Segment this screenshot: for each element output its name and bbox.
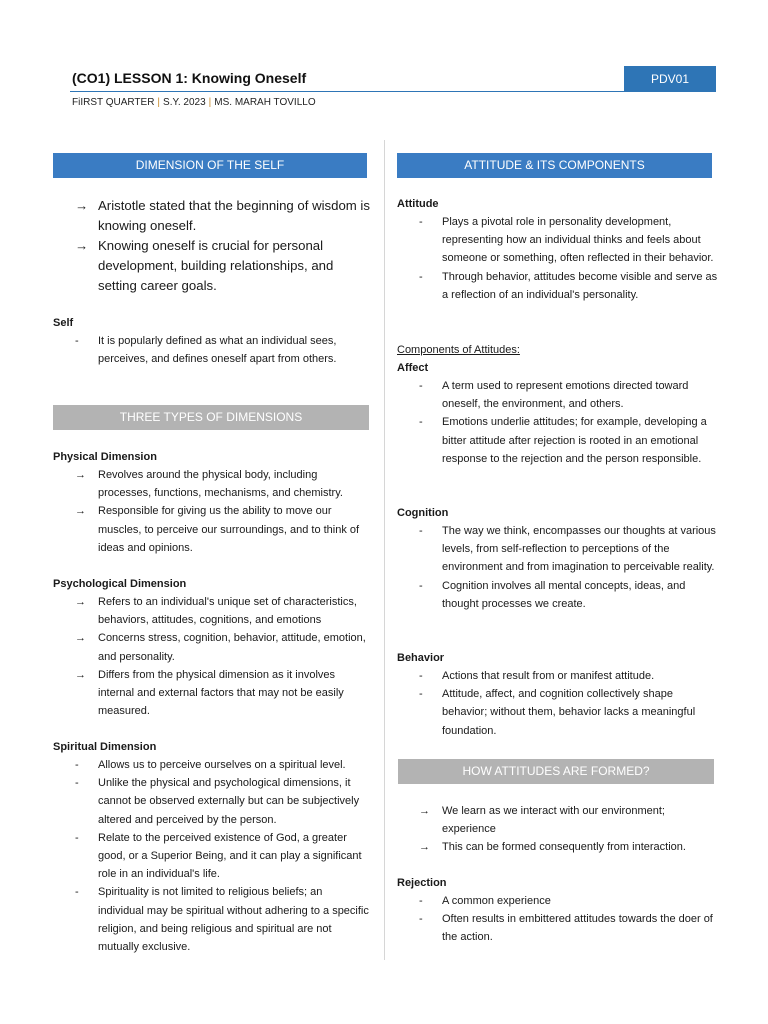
list-item: - A common experience <box>397 892 719 910</box>
separator: | <box>157 97 161 108</box>
list-item: - Through behavior, attitudes become visible and serve as a reflection of an individual's personality. <box>397 268 719 304</box>
dash-icon: - <box>75 886 79 899</box>
dash-icon: - <box>419 579 423 592</box>
cognition-section <box>397 504 719 613</box>
page-header <box>70 66 716 92</box>
arrow-icon: → <box>419 805 430 817</box>
spiritual-list <box>53 756 371 956</box>
physical-section <box>53 448 371 557</box>
arrow-icon: → <box>419 841 430 854</box>
intro-list <box>53 196 371 296</box>
list-item: - Often results in embittered attitudes towards the doer of the action. <box>397 910 719 946</box>
self-list <box>53 332 371 368</box>
list-item: → Concerns stress, cognition, behavior, attitude, emotion, and personality. <box>53 629 371 665</box>
column-divider <box>384 140 385 960</box>
section-heading: Attitude <box>397 198 439 210</box>
list-item: → Responsible for giving us the ability to move our muscles, to perceive our surroundings, and to think of ideas and opinions. <box>53 502 371 557</box>
section-heading: Psychological Dimension <box>53 578 187 590</box>
dash-icon: - <box>419 525 423 537</box>
dash-icon: - <box>419 216 423 228</box>
dash-icon: - <box>419 270 423 283</box>
affect-list <box>397 377 719 468</box>
arrow-icon: → <box>75 632 86 645</box>
section-heading: Spiritual Dimension <box>53 741 157 753</box>
formed-list <box>397 802 719 857</box>
spiritual-section <box>53 738 371 956</box>
banner-three-types: THREE TYPES OF DIMENSIONS <box>53 405 369 430</box>
section-heading: Self <box>53 317 74 329</box>
course-code-badge: PDV01 <box>624 66 716 92</box>
cognition-list <box>397 522 719 613</box>
rejection-list <box>397 892 719 947</box>
self-section <box>53 314 371 368</box>
list-item: - A term used to represent emotions directed toward oneself, the environment, and others. <box>397 377 719 413</box>
affect-section <box>397 341 719 468</box>
psychological-section <box>53 575 371 720</box>
banner-attitude-components: ATTITUDE & ITS COMPONENTS <box>397 153 712 178</box>
list-item: - It is popularly defined as what an individual sees, perceives, and defines oneself apart from others. <box>53 332 371 368</box>
components-label: Components of Attitudes: <box>397 344 520 356</box>
dash-icon: - <box>419 670 423 682</box>
dash-icon: - <box>419 380 423 392</box>
section-heading: Rejection <box>397 877 447 889</box>
dash-icon: - <box>419 416 423 429</box>
arrow-icon: → <box>75 469 86 481</box>
list-item: → Revolves around the physical body, including processes, functions, mechanisms, and chemistry. <box>53 466 371 502</box>
banner-how-attitudes-formed: HOW ATTITUDES ARE FORMED? <box>398 759 714 784</box>
dash-icon: - <box>75 759 79 771</box>
arrow-icon: → <box>75 596 86 608</box>
dash-icon: - <box>419 913 423 926</box>
list-item: - Allows us to perceive ourselves on a spiritual level. <box>53 756 371 774</box>
list-item: → Knowing oneself is crucial for personal development, building relationships, and setting career goals. <box>75 238 334 293</box>
section-heading: Behavior <box>397 652 445 664</box>
list-item: - Spirituality is not limited to religious beliefs; an individual may be spiritual without adhering to a specific religion, and being religious and spiritual are not mutually exclusive. <box>53 883 371 956</box>
arrow-icon: → <box>75 505 86 518</box>
list-item: - Cognition involves all mental concepts, ideas, and thought processes we create. <box>397 577 719 613</box>
arrow-icon: → <box>75 198 89 213</box>
psychological-list <box>53 593 371 720</box>
list-item: - Actions that result from or manifest attitude. <box>397 667 719 685</box>
section-heading: Affect <box>397 362 429 374</box>
dash-icon: - <box>75 831 79 844</box>
list-item: - Attitude, affect, and cognition collectively shape behavior; without them, behavior lacks a meaningful foundation. <box>397 685 719 740</box>
list-item: - Emotions underlie attitudes; for example, developing a bitter attitude after rejection is rooted in an emotional response to the rejection and the person responsible. <box>397 413 719 468</box>
intro-section <box>53 196 371 296</box>
attitude-section <box>397 195 719 304</box>
attitude-list <box>397 213 719 304</box>
arrow-icon: → <box>75 238 89 253</box>
behavior-list <box>397 667 719 740</box>
behavior-section <box>397 649 719 740</box>
header-subline <box>72 97 316 108</box>
lesson-title: (CO1) LESSON 1: Knowing Oneself <box>72 70 307 86</box>
arrow-icon: → <box>75 668 86 681</box>
quarter-label: FiIRST QUARTER <box>72 97 155 108</box>
list-item: - Unlike the physical and psychological dimensions, it cannot be observed externally but can be subjectively altered and perceived by the person. <box>53 774 371 829</box>
list-item: - The way we think, encompasses our thoughts at various levels, from self-reflection to perceptions of the environment and from imagination to perceivable reality. <box>397 522 719 577</box>
dash-icon: - <box>75 777 79 790</box>
list-item: → This can be formed consequently from interaction. <box>397 838 719 856</box>
formed-section <box>397 802 719 857</box>
rejection-section <box>397 874 719 947</box>
section-heading: Cognition <box>397 507 449 519</box>
list-item: → Aristotle stated that the beginning of wisdom is knowing oneself. <box>75 198 370 233</box>
separator: | <box>208 97 212 108</box>
list-item: - Relate to the perceived existence of God, a greater good, or a Superior Being, and it can play a significant role in an individual's life. <box>53 829 371 884</box>
school-year-label: S.Y. 2023 <box>163 97 206 108</box>
physical-list <box>53 466 371 557</box>
list-item: → Differs from the physical dimension as it involves internal and external factors that may not be easily measured. <box>53 666 371 721</box>
banner-dimension-of-self: DIMENSION OF THE SELF <box>53 153 367 178</box>
dash-icon: - <box>75 335 79 347</box>
dash-icon: - <box>419 895 423 907</box>
list-item: - Plays a pivotal role in personality development, representing how an individual thinks and feels about someone or something, often reflected in their behavior. <box>397 213 719 268</box>
teacher-label: MS. MARAH TOVILLO <box>214 97 316 108</box>
section-heading: Physical Dimension <box>53 451 157 463</box>
list-item: → Refers to an individual's unique set of characteristics, behaviors, attitudes, cognitions, and emotions <box>53 593 371 629</box>
list-item: → We learn as we interact with our environment; experience <box>397 802 719 838</box>
dash-icon: - <box>419 688 423 701</box>
